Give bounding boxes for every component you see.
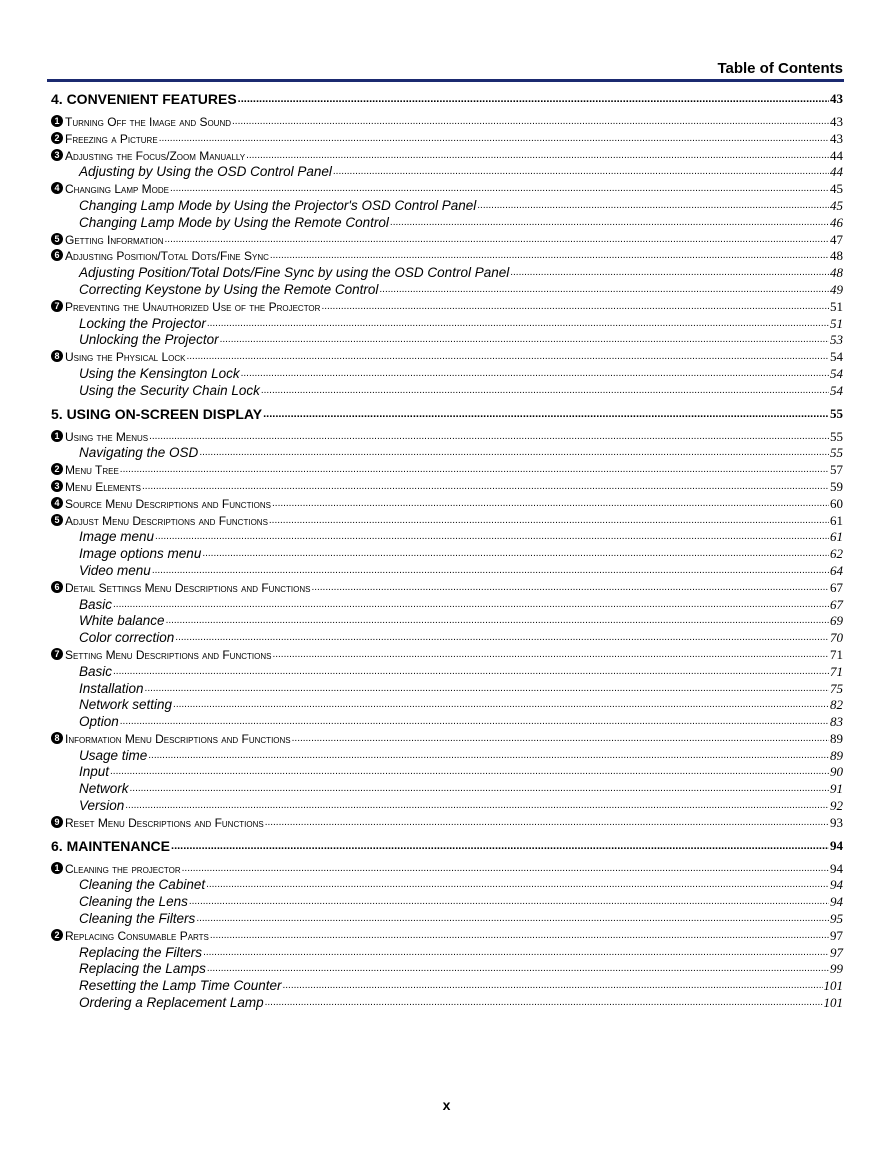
subsection-title: Basic <box>79 596 113 612</box>
toc-section[interactable] <box>51 248 843 265</box>
page-number: 95 <box>830 911 843 927</box>
toc-section[interactable] <box>51 647 843 664</box>
page-number: 97 <box>830 927 843 943</box>
page-number: 49 <box>830 281 843 297</box>
section-number-badge: 9 <box>51 816 63 828</box>
toc-subsection[interactable] <box>51 664 843 681</box>
dot-leader <box>199 445 829 462</box>
toc-subsection[interactable] <box>51 877 843 894</box>
subsection-title: Changing Lamp Mode by Using the Remote Control <box>79 214 389 230</box>
toc-chapter[interactable] <box>51 89 843 109</box>
page-number: 70 <box>830 630 843 646</box>
toc-subsection[interactable] <box>51 911 843 928</box>
page-number: 43 <box>830 114 843 129</box>
section-title: Changing Lamp Mode <box>65 182 170 197</box>
page-number: 45 <box>830 181 843 197</box>
page-number: 90 <box>830 764 843 780</box>
table-of-contents <box>51 89 843 1012</box>
subsection-title: Using the Kensington Lock <box>79 365 240 381</box>
dot-leader <box>149 429 829 446</box>
subsection-title: Option <box>79 714 119 730</box>
dot-leader <box>311 580 829 597</box>
section-number-badge: 4 <box>51 182 63 194</box>
section-title: Cleaning the projector <box>65 861 181 876</box>
dot-leader <box>321 299 829 316</box>
toc-subsection[interactable] <box>51 546 843 563</box>
section-number-badge: 2 <box>51 463 63 475</box>
page-number: 57 <box>830 462 843 478</box>
page-number: 75 <box>830 680 843 696</box>
section-title: Replacing Consumable Parts <box>65 928 209 943</box>
page-number: 94 <box>830 860 843 876</box>
page-number: 83 <box>830 714 843 730</box>
dot-leader <box>196 911 829 928</box>
page-number: 55 <box>830 445 843 461</box>
header-rule <box>47 79 844 82</box>
page-number: 82 <box>830 697 843 713</box>
dot-leader <box>207 961 829 978</box>
dot-leader <box>246 148 829 165</box>
toc-chapter[interactable] <box>51 836 843 856</box>
subsection-title: Version <box>79 798 125 814</box>
page-number: 92 <box>830 798 843 814</box>
toc-section[interactable] <box>51 513 843 530</box>
toc-subsection[interactable] <box>51 748 843 765</box>
section-number-badge: 7 <box>51 648 63 660</box>
dot-leader <box>142 479 829 496</box>
dot-leader <box>270 248 829 265</box>
dot-leader <box>238 89 829 109</box>
section-title: Getting Information <box>65 232 164 247</box>
dot-leader <box>120 462 829 479</box>
dot-leader <box>263 404 829 424</box>
dot-leader <box>272 647 829 664</box>
toc-subsection[interactable] <box>51 383 843 400</box>
dot-leader <box>175 630 829 647</box>
dot-leader <box>220 332 829 349</box>
toc-subsection[interactable] <box>51 630 843 647</box>
toc-subsection[interactable] <box>51 764 843 781</box>
page-number: 45 <box>830 197 843 213</box>
page-number: 91 <box>830 781 843 797</box>
section-number-badge: 2 <box>51 132 63 144</box>
toc-section[interactable] <box>51 580 843 597</box>
section-title: Adjusting the Focus/Zoom Manually <box>65 148 246 163</box>
dot-leader <box>113 597 829 614</box>
section-number-badge: 1 <box>51 862 63 874</box>
subsection-title: Video menu <box>79 562 151 578</box>
subsection-title: Changing Lamp Mode by Using the Projector's OSD Control Panel <box>79 197 477 213</box>
toc-subsection[interactable] <box>51 798 843 815</box>
dot-leader <box>261 383 829 400</box>
dot-leader <box>182 861 829 878</box>
section-title: Source Menu Descriptions and Functions <box>65 496 272 511</box>
dot-leader <box>282 978 822 995</box>
page-number: 51 <box>830 315 843 331</box>
section-title: Using the Physical Lock <box>65 350 186 365</box>
section-number-badge: 1 <box>51 430 63 442</box>
subsection-title: Input <box>79 764 110 780</box>
page-number: 59 <box>830 478 843 494</box>
page-number: 54 <box>830 382 843 398</box>
section-number-badge: 8 <box>51 732 63 744</box>
page-number: 44 <box>830 164 843 180</box>
subsection-title: White balance <box>79 613 165 629</box>
section-title: Menu Tree <box>65 463 119 478</box>
toc-section[interactable] <box>51 496 843 513</box>
dot-leader <box>390 215 829 232</box>
header-title: Table of Contents <box>717 60 843 77</box>
dot-leader <box>189 894 829 911</box>
toc-section[interactable] <box>51 181 843 198</box>
page-number: 48 <box>830 248 843 264</box>
page-number: 60 <box>830 495 843 511</box>
toc-subsection[interactable] <box>51 215 843 232</box>
section-title: Using the Menus <box>65 429 149 444</box>
toc-subsection[interactable] <box>51 781 843 798</box>
page-number: 94 <box>830 837 843 853</box>
toc-subsection[interactable] <box>51 445 843 462</box>
toc-subsection[interactable] <box>51 681 843 698</box>
page-number: 89 <box>830 730 843 746</box>
toc-subsection[interactable] <box>51 282 843 299</box>
dot-leader <box>265 815 829 832</box>
toc-subsection[interactable] <box>51 978 843 995</box>
dot-leader <box>120 714 829 731</box>
subsection-title: Adjusting by Using the OSD Control Panel <box>79 164 332 180</box>
page-number: 94 <box>830 877 843 893</box>
section-title: Menu Elements <box>65 479 142 494</box>
section-title: Information Menu Descriptions and Functions <box>65 731 291 746</box>
toc-subsection[interactable] <box>51 697 843 714</box>
toc-section[interactable] <box>51 114 843 131</box>
section-title: Freezing a Picture <box>65 131 158 146</box>
dot-leader <box>265 995 823 1012</box>
section-title: Reset Menu Descriptions and Functions <box>65 815 264 830</box>
dot-leader <box>110 764 829 781</box>
subsection-title: Network <box>79 781 129 797</box>
toc-subsection[interactable] <box>51 366 843 383</box>
dot-leader <box>165 232 829 249</box>
subsection-title: Replacing the Lamps <box>79 961 206 977</box>
subsection-title: Network setting <box>79 697 173 713</box>
chapter-title: 6. MAINTENANCE <box>51 837 171 854</box>
page-number: 93 <box>830 814 843 830</box>
toc-section[interactable] <box>51 429 843 446</box>
dot-leader <box>207 316 829 333</box>
subsection-title: Using the Security Chain Lock <box>79 382 260 398</box>
subsection-title: Usage time <box>79 747 148 763</box>
dot-leader <box>333 164 829 181</box>
toc-section[interactable] <box>51 928 843 945</box>
page-number: 54 <box>830 349 843 365</box>
page-number: 69 <box>830 613 843 629</box>
subsection-title: Cleaning the Lens <box>79 894 188 910</box>
dot-leader <box>186 349 829 366</box>
dot-leader <box>166 613 829 630</box>
subsection-title: Resetting the Lamp Time Counter <box>79 978 282 994</box>
toc-subsection[interactable] <box>51 332 843 349</box>
toc-subsection[interactable] <box>51 529 843 546</box>
toc-subsection[interactable] <box>51 265 843 282</box>
page-number: 99 <box>830 961 843 977</box>
toc-subsection[interactable] <box>51 714 843 731</box>
section-number-badge: 3 <box>51 149 63 161</box>
dot-leader <box>173 697 829 714</box>
dot-leader <box>125 798 829 815</box>
section-number-badge: 5 <box>51 233 63 245</box>
dot-leader <box>272 496 829 513</box>
page-number: 47 <box>830 231 843 247</box>
section-number-badge: 6 <box>51 249 63 261</box>
dot-leader <box>241 366 829 383</box>
page-number: 53 <box>830 332 843 348</box>
dot-leader <box>210 928 829 945</box>
dot-leader <box>269 513 829 530</box>
dot-leader <box>203 945 829 962</box>
toc-subsection[interactable] <box>51 563 843 580</box>
dot-leader <box>510 265 829 282</box>
dot-leader <box>145 681 829 698</box>
toc-subsection[interactable] <box>51 613 843 630</box>
subsection-title: Correcting Keystone by Using the Remote Control <box>79 281 379 297</box>
dot-leader <box>202 546 829 563</box>
section-title: Detail Settings Menu Descriptions and Functions <box>65 580 311 595</box>
page-number: 64 <box>830 562 843 578</box>
page-number: 43 <box>830 91 843 106</box>
subsection-title: Image menu <box>79 529 155 545</box>
page-number: 55 <box>830 428 843 444</box>
dot-leader <box>170 181 829 198</box>
section-number-badge: 8 <box>51 350 63 362</box>
toc-subsection[interactable] <box>51 995 843 1012</box>
page-number: 71 <box>830 663 843 679</box>
section-title: Adjusting Position/Total Dots/Fine Sync <box>65 249 269 264</box>
page-number: 97 <box>830 944 843 960</box>
section-number-badge: 1 <box>51 115 63 127</box>
dot-leader <box>148 748 829 765</box>
toc-section[interactable] <box>51 148 843 165</box>
dot-leader <box>130 781 829 798</box>
dot-leader <box>155 529 829 546</box>
page-number: 61 <box>830 529 843 545</box>
toc-chapter[interactable] <box>51 404 843 424</box>
dot-leader <box>379 282 829 299</box>
page-number: 43 <box>830 130 843 146</box>
subsection-title: Ordering a Replacement Lamp <box>79 995 264 1011</box>
toc-subsection[interactable] <box>51 961 843 978</box>
section-number-badge: 5 <box>51 514 63 526</box>
subsection-title: Adjusting Position/Total Dots/Fine Sync by using the OSD Control Panel <box>79 265 510 281</box>
subsection-title: Basic <box>79 663 113 679</box>
subsection-title: Installation <box>79 680 144 696</box>
subsection-title: Image options menu <box>79 546 202 562</box>
dot-leader <box>113 664 829 681</box>
page-number: 44 <box>830 147 843 163</box>
section-title: Setting Menu Descriptions and Functions <box>65 647 272 662</box>
toc-section[interactable] <box>51 131 843 148</box>
page-number: 62 <box>830 546 843 562</box>
section-number-badge: 6 <box>51 581 63 593</box>
toc-subsection[interactable] <box>51 316 843 333</box>
dot-leader <box>171 836 829 856</box>
toc-section[interactable] <box>51 479 843 496</box>
toc-subsection[interactable] <box>51 945 843 962</box>
footer-page-number: x <box>442 1097 451 1113</box>
chapter-title: 5. USING ON-SCREEN DISPLAY <box>51 405 263 422</box>
subsection-title: Cleaning the Cabinet <box>79 877 206 893</box>
subsection-title: Unlocking the Projector <box>79 332 219 348</box>
page-number: 54 <box>830 365 843 381</box>
toc-section[interactable] <box>51 232 843 249</box>
toc-section[interactable] <box>51 462 843 479</box>
page-number: 89 <box>830 747 843 763</box>
page-number: 101 <box>823 978 843 994</box>
page-number: 55 <box>830 405 843 421</box>
toc-subsection[interactable] <box>51 597 843 614</box>
toc-section[interactable] <box>51 299 843 316</box>
dot-leader <box>292 731 829 748</box>
toc-subsection[interactable] <box>51 164 843 181</box>
subsection-title: Locking the Projector <box>79 315 206 331</box>
page-number: 48 <box>830 265 843 281</box>
page-number: 71 <box>830 646 843 662</box>
section-title: Adjust Menu Descriptions and Functions <box>65 513 268 528</box>
section-number-badge: 4 <box>51 497 63 509</box>
chapter-title: 4. CONVENIENT FEATURES <box>51 91 237 107</box>
toc-subsection[interactable] <box>51 894 843 911</box>
toc-section[interactable] <box>51 349 843 366</box>
toc-section[interactable] <box>51 861 843 878</box>
page-number: 61 <box>830 512 843 528</box>
toc-section[interactable] <box>51 815 843 832</box>
subsection-title: Replacing the Filters <box>79 944 203 960</box>
page-number: 94 <box>830 894 843 910</box>
page-number: 67 <box>830 596 843 612</box>
page-number: 67 <box>830 579 843 595</box>
page-number: 51 <box>830 298 843 314</box>
page-number: 46 <box>830 214 843 230</box>
dot-leader <box>152 563 829 580</box>
section-number-badge: 7 <box>51 300 63 312</box>
page-number: 101 <box>823 995 843 1011</box>
toc-section[interactable] <box>51 731 843 748</box>
subsection-title: Color correction <box>79 630 175 646</box>
dot-leader <box>206 877 829 894</box>
section-number-badge: 2 <box>51 929 63 941</box>
dot-leader <box>232 114 829 131</box>
subsection-title: Navigating the OSD <box>79 445 199 461</box>
toc-subsection[interactable] <box>51 198 843 215</box>
section-number-badge: 3 <box>51 480 63 492</box>
dot-leader <box>477 198 829 215</box>
section-title: Turning Off the Image and Sound <box>65 115 232 129</box>
subsection-title: Cleaning the Filters <box>79 911 196 927</box>
section-title: Preventing the Unauthorized Use of the Projector <box>65 299 321 314</box>
dot-leader <box>159 131 829 148</box>
